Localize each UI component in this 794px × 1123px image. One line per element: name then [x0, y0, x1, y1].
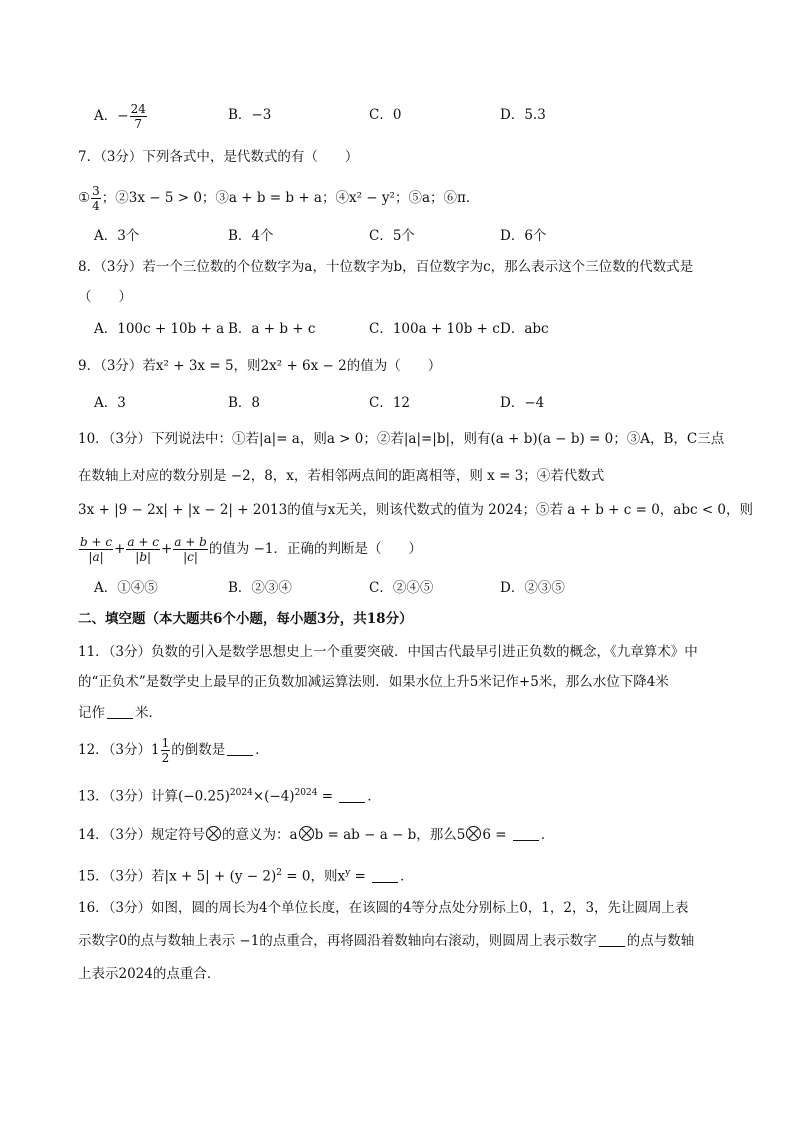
answer-blank[interactable]: [599, 932, 625, 947]
q7-option-a: A．3个: [94, 228, 140, 244]
q6-option-d: D．5.3: [500, 107, 546, 123]
q9-option-a: A．3: [94, 395, 126, 411]
section-title: 二、填空题（本大题共6个小题，每小题3分，共18分）: [78, 611, 413, 627]
q10-line3: 3x + |9 − 2x| + |x − 2| + 2013的值与x无关，则该代数式的值为 2024；⑤若 a + b + c = 0，abc < 0，则: [78, 502, 754, 518]
q8-stem-line1: 8．（3分）若一个三位数的个位数字为a，十位数字为b，百位数字为c，那么表示这个三位数的代数式是: [78, 259, 694, 275]
answer-blank[interactable]: [513, 826, 539, 841]
q15: 15．（3分）若$|x + 5| + (y - 2)^2 = 0$，则$x^y$ = ．: [78, 868, 414, 885]
q10-fraction-2: $\frac{a + c}{|b|}$: [127, 535, 159, 564]
q11-line2: 的“正负术”是数学史上最早的正负数加减运算法则．如果水位上升5米记作+5米，那么水位下降4米: [78, 674, 669, 690]
q10-option-b: B．②③④: [228, 580, 292, 596]
q6-option-a: A．− $\frac{24}{7}$: [94, 102, 146, 131]
q6-option-b: B．−3: [228, 107, 272, 123]
q10-option-c: C．②④⑤: [369, 580, 434, 596]
q8-stem-line2: （ ）: [78, 289, 132, 305]
q6-a-fraction: $\frac{24}{7}$: [130, 102, 146, 131]
q10-option-d: D．②③⑤: [500, 580, 565, 596]
q9-option-b: B．8: [228, 395, 261, 411]
q14: 14．（3分）规定符号 的意义为：a b = ab − a − b，那么5 6 = ．: [78, 827, 555, 843]
q16-line3: 上表示2024的点重合．: [78, 966, 221, 982]
q7-option-b: B．4个: [228, 228, 274, 244]
otimes-symbol-icon: [299, 826, 314, 841]
q7-items: ① $\frac{3}{4}$ ；②3x − 5 > 0；③a + b = b + a；④x² − y²；⑤a；⑥π．: [78, 184, 480, 213]
q9-option-c: C．12: [369, 395, 411, 411]
q6-option-c: C．0: [369, 107, 402, 123]
answer-blank[interactable]: [372, 868, 398, 883]
q8-option-d: D．abc: [500, 321, 549, 337]
q16-line2: 示数字0的点与数轴上表示 −1的点重合，再将圆沿着数轴向右滚动，则圆周上表示数字 的点与数轴: [78, 933, 695, 949]
q10-option-a: A．①④⑤: [94, 580, 158, 596]
otimes-symbol-icon: [466, 826, 481, 841]
answer-blank[interactable]: [227, 741, 253, 756]
q9-option-d: D．−4: [500, 395, 545, 411]
q10-line2: 在数轴上对应的数分别是 −2，8，x，若相邻两点间的距离相等，则 x = 3；④若代数式: [78, 468, 605, 484]
q10-fraction-3: $\frac{a + b}{|c|}$: [174, 535, 207, 564]
q7-fraction: $\frac{3}{4}$: [92, 184, 100, 213]
q8-option-c: C．100a + 10b + c: [369, 321, 500, 337]
answer-blank[interactable]: [339, 788, 365, 803]
q9-stem: 9．（3分）若x² + 3x = 5，则2x² + 6x − 2的值为（ ）: [78, 358, 442, 374]
q7-option-d: D．6个: [500, 228, 547, 244]
q8-option-a: A．100c + 10b + a: [94, 321, 225, 337]
q10-fraction-1: $\frac{b + c}{|a|}$: [80, 535, 113, 564]
q16-line1: 16．（3分）如图，圆的周长为4个单位长度，在该圆的4等分点处分别标上0，1，2，3，先让圆周上表: [78, 900, 689, 916]
q11-line3: 记作 米．: [78, 705, 162, 721]
q12: 12．（3分）1 $\frac{1}{2}$ 的倒数是 ．: [78, 736, 269, 765]
q7-option-c: C．5个: [369, 228, 415, 244]
answer-blank[interactable]: [107, 704, 133, 719]
q7-stem: 7．（3分）下列各式中，是代数式的有（ ）: [78, 149, 359, 165]
q13: 13．（3分）计算$(-0.25)^{2024}\times(-4)^{2024}$ = ．: [78, 788, 381, 805]
otimes-symbol-icon: [206, 826, 221, 841]
q12-fraction: $\frac{1}{2}$: [161, 736, 170, 765]
q8-option-b: B．a + b + c: [228, 321, 316, 337]
q11-line1: 11．（3分）负数的引入是数学思想史上一个重要突破．中国古代最早引进正负数的概念，《九章算术》中: [78, 644, 698, 660]
q10-line1: 10．（3分）下列说法中：①若|a|= a，则a > 0；②若|a|=|b|，则有(a + b)(a − b) = 0；③A，B，C三点: [78, 431, 725, 447]
q10-line4: $\frac{b + c}{|a|}$ + $\frac{a + c}{|b|}$ + $\frac{a + b}{|c|}$ 的值为 −1．正确的判断是（ ）: [80, 535, 423, 564]
